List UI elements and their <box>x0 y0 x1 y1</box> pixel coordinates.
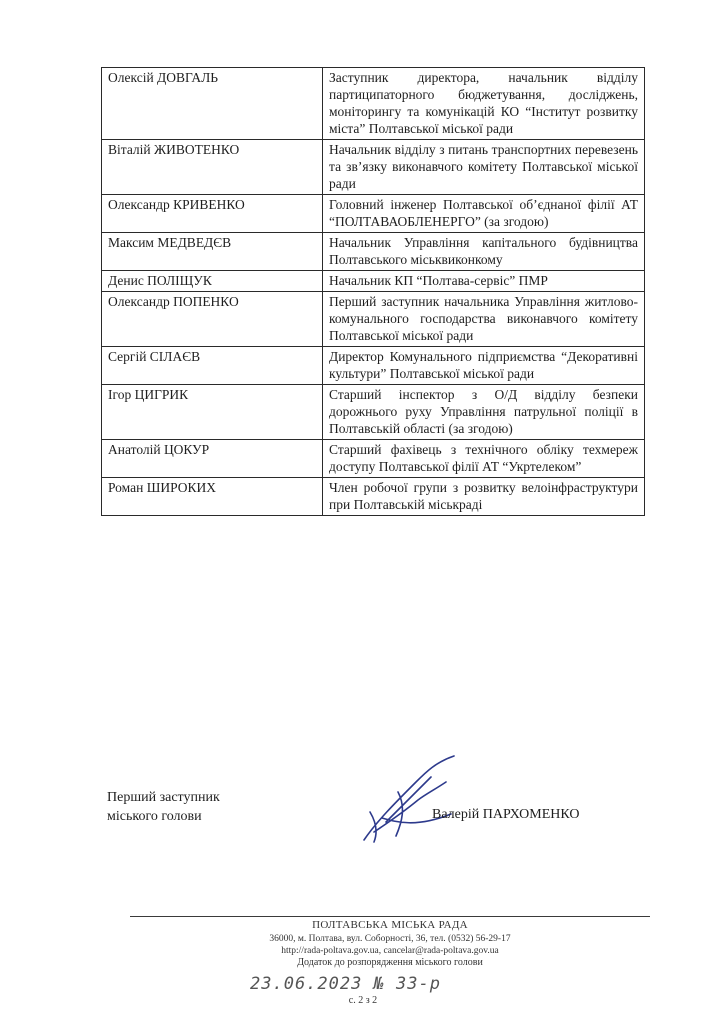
position-line-2: міського голови <box>107 809 202 824</box>
page-number: с. 2 з 2 <box>348 995 378 1006</box>
member-name: Максим МЕДВЕДЄВ <box>102 233 323 271</box>
table-row <box>102 68 645 140</box>
footer-attachment: Додаток до розпорядження міського голови <box>297 957 483 968</box>
member-role: Головний інженер Полтавської об’єднаної філії АТ “ПОЛТАВАОБЛЕНЕРГО” (за згодою) <box>323 195 645 233</box>
member-role: Перший заступник начальника Управління житлово-комунального господарства виконавчого комітету Полтавської міської ради <box>323 292 645 347</box>
footer-address: 36000, м. Полтава, вул. Соборності, 36, тел. (0532) 56-29-17 <box>269 934 511 944</box>
member-role: Заступник директора, начальник відділу партиципаторного бюджетування, досліджень, моніторингу та комунікацій КО “Інститут розвитку міста” Полтавської міської ради <box>323 68 645 140</box>
member-name: Ігор ЦИГРИК <box>102 385 323 440</box>
member-name: Сергій СІЛАЄВ <box>102 347 323 385</box>
member-role: Начальник КП “Полтава-сервіс” ПМР <box>323 271 645 292</box>
member-role: Начальник Управління капітального будівництва Полтавського міськвиконкому <box>323 233 645 271</box>
member-name: Олександр ПОПЕНКО <box>102 292 323 347</box>
table-row <box>102 347 645 385</box>
member-name: Олександр КРИВЕНКО <box>102 195 323 233</box>
table-row <box>102 478 645 516</box>
member-role: Старший інспектор з О/Д відділу безпеки дорожнього руху Управління патрульної поліції в Полтавській області (за згодою) <box>323 385 645 440</box>
table-row <box>102 440 645 478</box>
member-name: Віталій ЖИВОТЕНКО <box>102 140 323 195</box>
handwritten-date-number: 23.06.2023 № 33-р <box>250 974 441 994</box>
table-row <box>102 271 645 292</box>
member-role: Директор Комунального підприємства “Декоративні культури” Полтавської міської ради <box>323 347 645 385</box>
footer-contacts: http://rada-poltava.gov.ua, cancelar@rada-poltava.gov.ua <box>281 946 499 956</box>
member-name: Денис ПОЛІЩУК <box>102 271 323 292</box>
footer-org: ПОЛТАВСЬКА МІСЬКА РАДА <box>312 919 468 931</box>
position-line-1: Перший заступник <box>107 790 220 805</box>
member-name: Роман ШИРОКИХ <box>102 478 323 516</box>
table-row <box>102 195 645 233</box>
footer <box>130 918 650 969</box>
table-row <box>102 140 645 195</box>
member-name: Анатолій ЦОКУР <box>102 440 323 478</box>
member-role: Член робочої групи з розвитку велоінфраструктури при Полтавській міськраді <box>323 478 645 516</box>
table-row <box>102 292 645 347</box>
member-role: Старший фахівець з технічного обліку техмереж доступу Полтавської філії АТ “Укртелеком” <box>323 440 645 478</box>
handwritten-signature <box>356 752 466 852</box>
member-name: Олексій ДОВГАЛЬ <box>102 68 323 140</box>
signatory-position <box>107 788 220 826</box>
table-row <box>102 385 645 440</box>
members-table-body <box>102 68 645 516</box>
signer-name: Валерій ПАРХОМЕНКО <box>432 807 580 822</box>
table-row <box>102 233 645 271</box>
members-table <box>101 67 645 516</box>
member-role: Начальник відділу з питань транспортних перевезень та зв’язку виконавчого комітету Полтавської міської ради <box>323 140 645 195</box>
footer-divider <box>130 916 650 917</box>
